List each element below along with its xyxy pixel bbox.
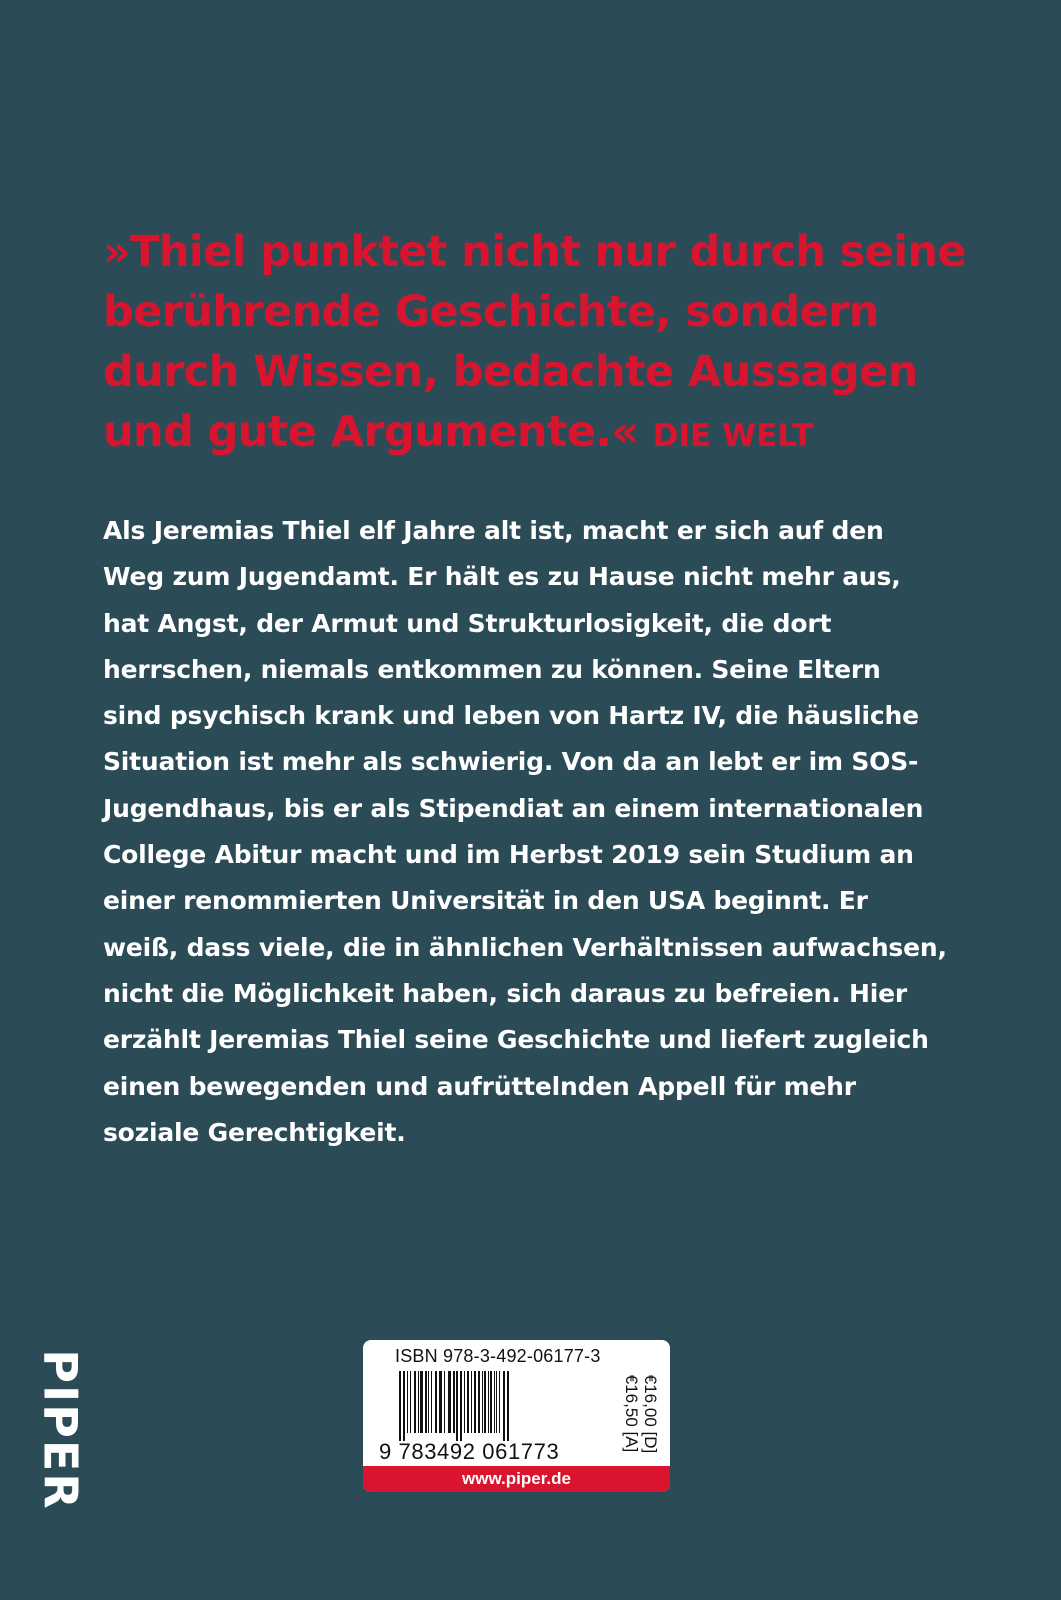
blurb-line: erzählt Jeremias Thiel seine Geschichte und liefert zugleich	[103, 1025, 929, 1055]
barcode-bar	[460, 1371, 462, 1441]
review-quote	[103, 222, 983, 466]
price-germany: €16,00 [D]	[641, 1374, 661, 1454]
blurb-line: Als Jeremias Thiel elf Jahre alt ist, macht er sich auf den	[103, 516, 884, 545]
barcode-bar	[488, 1371, 489, 1433]
barcode-bar	[471, 1371, 472, 1433]
blurb-line: sind psychisch krank und leben von Hartz IV, die häusliche	[103, 701, 919, 731]
barcode-digits: 9 783492 061773	[379, 1439, 560, 1464]
barcode-bar	[484, 1371, 486, 1433]
blurb-line: einer renommierten Universität in den USA beginnt. Er	[103, 886, 868, 916]
quote-line: durch Wissen, bedachte Aussagen	[103, 347, 918, 397]
barcode-panel	[363, 1340, 670, 1492]
barcode-bar	[494, 1371, 495, 1433]
barcode-bar	[431, 1371, 432, 1433]
barcode-bar	[496, 1371, 497, 1433]
blurb-line: nicht die Möglichkeit haben, sich daraus zu befreien. Hier	[103, 978, 908, 1008]
quote-line: berührende Geschichte, sondern	[103, 287, 879, 337]
barcode-bar	[456, 1371, 458, 1441]
barcode-bar	[420, 1371, 423, 1433]
quote-line-text: und gute Argumente.«	[103, 407, 639, 457]
publisher-name: PIPER	[34, 1349, 89, 1511]
barcode-bar	[425, 1371, 427, 1433]
barcode-bar	[467, 1371, 469, 1433]
blurb-line: einen bewegenden und aufrüttelnden Appell für mehr	[103, 1071, 856, 1101]
barcode-bar	[435, 1371, 437, 1433]
barcode-bar	[499, 1371, 500, 1433]
price-austria: €16,50 [A]	[622, 1374, 642, 1453]
blurb-line: weiß, dass viele, die in ähnlichen Verhältnissen aufwachsen,	[103, 932, 947, 962]
publisher-website: www.piper.de	[363, 1466, 670, 1492]
blurb-line: hat Angst, der Armut und Strukturlosigkeit, die dort	[103, 608, 832, 638]
quote-line	[103, 402, 983, 466]
blurb-line: herrschen, niemals entkommen zu können. Seine Eltern	[103, 654, 881, 684]
isbn-label: ISBN 978-3-492-06177-3	[395, 1346, 601, 1366]
barcode-bar	[474, 1371, 476, 1433]
barcode-bar	[441, 1371, 442, 1433]
barcode-bar	[414, 1371, 416, 1433]
barcode-bar	[444, 1371, 445, 1433]
barcode-bar	[428, 1371, 429, 1433]
publisher-logo	[6, 1340, 116, 1520]
blurb-line: College Abitur macht und im Herbst 2019 sein Studium an	[103, 840, 914, 870]
barcode-bars	[395, 1371, 607, 1441]
barcode-bar	[418, 1371, 419, 1433]
blurb-line: Weg zum Jugendamt. Er hält es zu Hause nicht mehr aus,	[103, 562, 901, 592]
barcode-bar	[410, 1371, 411, 1433]
barcode-bar	[399, 1371, 401, 1441]
barcode-bar	[448, 1371, 451, 1433]
barcode-bar	[478, 1371, 480, 1433]
barcode-bar	[464, 1371, 465, 1433]
barcode-bar	[490, 1371, 492, 1433]
barcode-bar	[503, 1371, 505, 1441]
barcode-bar	[439, 1371, 441, 1433]
barcode-bar	[482, 1371, 483, 1433]
blurb-line: soziale Gerechtigkeit.	[103, 1117, 406, 1147]
barcode-bar	[453, 1371, 455, 1433]
quote-line: »Thiel punktet nicht nur durch seine	[103, 227, 966, 277]
price-block	[613, 1368, 669, 1460]
book-blurb	[103, 508, 983, 1156]
blurb-line: Jugendhaus, bis er als Stipendiat an einem internationalen	[103, 793, 924, 823]
barcode-bar	[403, 1371, 405, 1441]
barcode-bar	[407, 1371, 408, 1433]
blurb-line: Situation ist mehr als schwierig. Von da an lebt er im SOS-	[103, 747, 919, 777]
barcode-bar	[507, 1371, 509, 1441]
quote-source: DIE WELT	[652, 418, 814, 454]
